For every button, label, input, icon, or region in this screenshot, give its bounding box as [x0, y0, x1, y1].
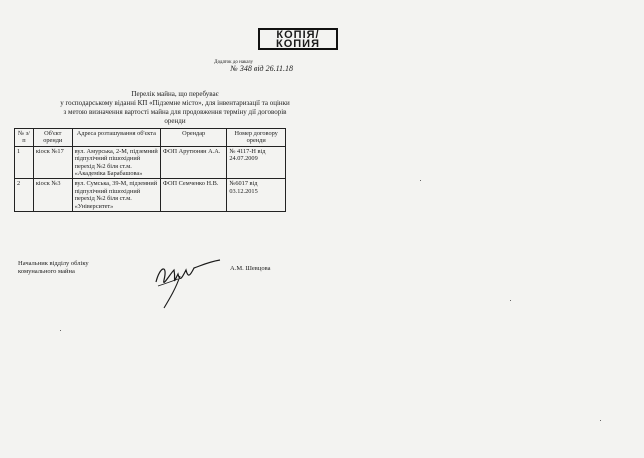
scan-speck	[420, 180, 421, 181]
cell-object: кіоск №3	[33, 179, 72, 212]
cell-tenant: ФОП Семченко Н.В.	[160, 179, 226, 212]
cell-number: 1	[15, 146, 34, 179]
title-line2: у господарському віданні КП «Підземне місто», для інвентаризації та оцінки	[60, 99, 290, 107]
appendix-header	[183, 60, 293, 72]
scan-speck	[510, 300, 511, 301]
handwritten-signature	[150, 252, 225, 312]
table-header-row	[15, 129, 286, 147]
cell-contract: № 4117-Н від 24.07.2009	[227, 146, 286, 179]
property-table	[14, 128, 286, 212]
title-line1: Перелік майна, що перебуває	[131, 90, 219, 98]
stamp-line2: КОПИЯ	[276, 38, 320, 50]
title-line3: з метою визначення вартості майна для продовження терміну дії договорів	[63, 108, 287, 116]
appendix-label: Додаток до наказу	[214, 60, 253, 65]
header-number: № з/п	[15, 129, 34, 147]
cell-object: кіоск №17	[33, 146, 72, 179]
cell-address: вул. Сумська, 39-М, підземний підпулічний пішохідний перехід №2 біля ст.м. «Університет»	[72, 179, 160, 212]
cell-address: вул. Амурська, 2-М, підземний підпулічний пішохідний перехід №2 біля ст.м. «Академіка Барабашова»	[72, 146, 160, 179]
cell-contract: №6017 від 03.12.2015	[227, 179, 286, 212]
scan-speck	[60, 330, 61, 331]
signer-position: Начальник відділу обліку комунального майна	[18, 260, 89, 275]
header-tenant: Орендар	[160, 129, 226, 147]
stamp-line1: КОПІЯ/	[276, 29, 320, 41]
header-object: Об'єкт оренди	[33, 129, 72, 147]
table-row	[15, 179, 286, 212]
cell-number: 2	[15, 179, 34, 212]
copy-stamp	[258, 28, 338, 50]
title-line4: оренди	[164, 117, 186, 125]
header-address: Адреса розташування об'єкта	[72, 129, 160, 147]
document-title	[40, 90, 310, 126]
cell-tenant: ФОП Арутюнян А.А.	[160, 146, 226, 179]
scan-speck	[600, 420, 601, 421]
header-contract: Номер договору оренди	[227, 129, 286, 147]
signer-name: А.М. Шевцова	[230, 265, 271, 272]
table-row	[15, 146, 286, 179]
appendix-order-line: № 348 від 26.11.18	[230, 64, 293, 73]
